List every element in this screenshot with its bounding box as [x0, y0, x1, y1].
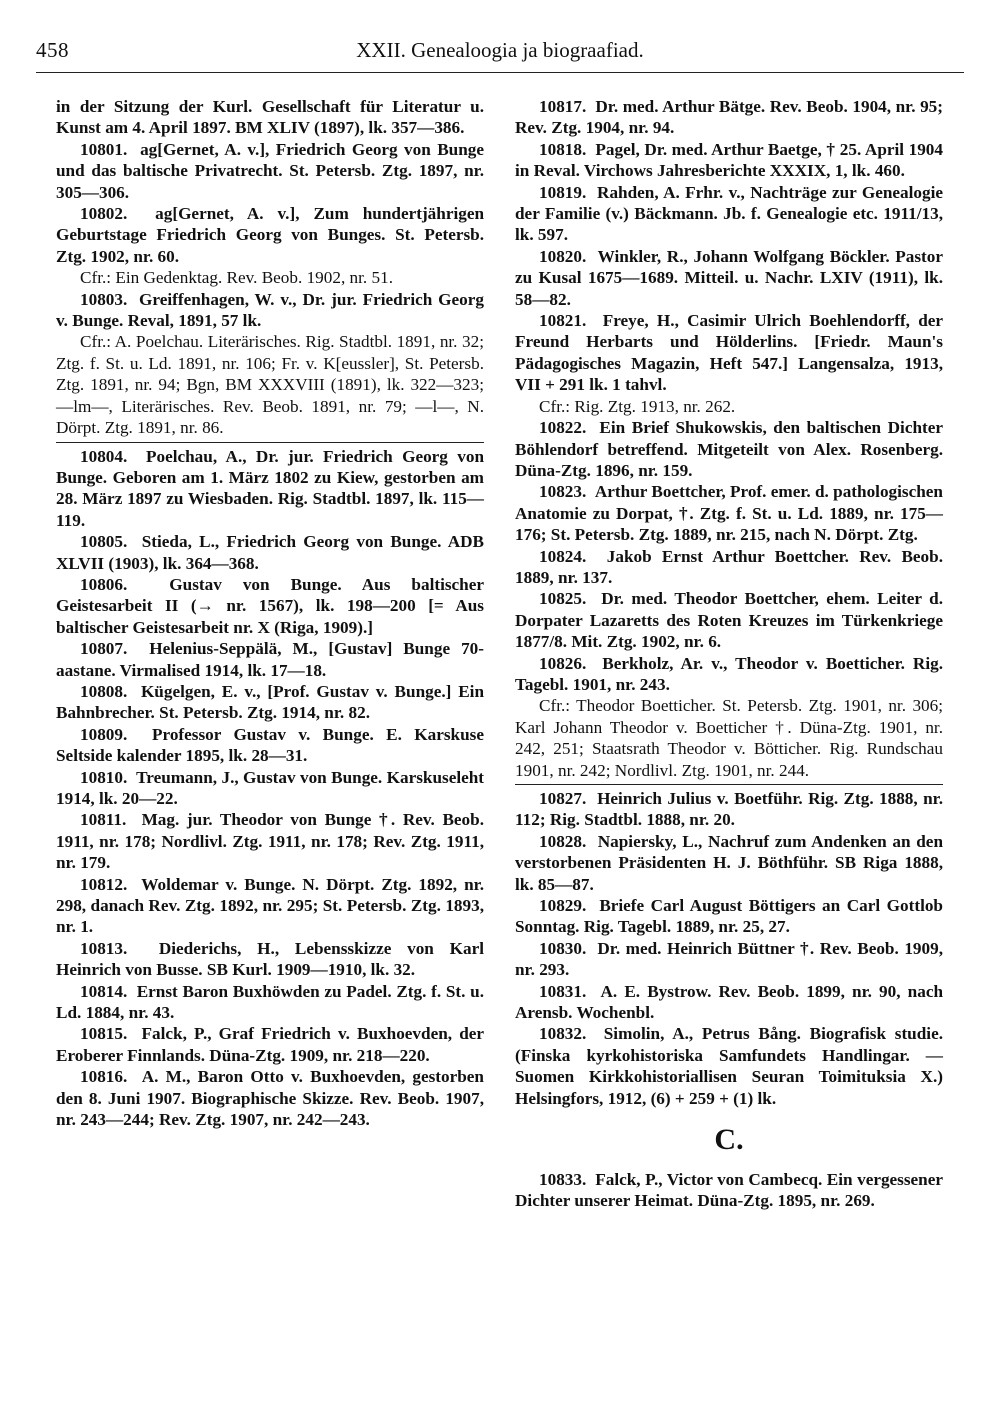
entry-number: 10819.: [539, 182, 587, 202]
bibliography-entry: [56, 874, 484, 938]
entry-text: Dr. med. Heinrich Büttner †. Rev. Beob. 1909, nr. 293.: [515, 938, 944, 980]
section-heading: C.: [714, 1123, 744, 1157]
entry-number: 10833.: [539, 1169, 587, 1189]
entry-text: Briefe Carl August Böttigers an Carl Gottlob Sonntag. Rig. Tagebl. 1889, nr. 25, 27.: [515, 896, 943, 937]
entry-text: Simolin, A., Petrus Bång. Biografisk studie. (Finska kyrkohistoriska Samfundets Handlingar. — Suomen Kirkkohistoriallisen Seuran Toimituksia X.) Helsingfors, 1912, (6) + 259 + (1) lk.: [515, 1024, 944, 1108]
entry-number: 10803.: [80, 289, 128, 309]
bibliography-entry: [56, 681, 484, 724]
entry-number: 10807.: [80, 639, 128, 659]
entry-number: 10809.: [80, 724, 128, 744]
entry-number: 10811.: [80, 810, 127, 830]
bibliography-entry: [515, 139, 943, 182]
bibliography-entry: [515, 653, 943, 696]
bibliography-entry: [515, 895, 943, 938]
entry-number: 10813.: [80, 938, 128, 958]
bibliography-entry: [515, 96, 943, 139]
entry-text: A. M., Baron Otto v. Buxhoevden, gestorben den 8. Juni 1907. Biographische Skizze. Rev. Beob. 1907, nr. 243—244; Rev. Ztg. 1907, nr. 242—243.: [56, 1067, 484, 1130]
bibliography-entry: [515, 1169, 943, 1212]
entry-text: Falck, P., Graf Friedrich v. Buxhoevden, der Eroberer Finnlands. Düna-Ztg. 1909, nr. 218—220.: [56, 1024, 485, 1065]
entry-number: 10808.: [80, 681, 128, 701]
entry-text: in der Sitzung der Kurl. Gesellschaft für Literatur u. Kunst am 4. April 1897. BM XLIV (1897), lk. 357—386.: [56, 97, 484, 138]
cross-reference: [56, 267, 484, 288]
bibliography-entry: [56, 981, 484, 1024]
cross-reference: [56, 331, 484, 438]
bibliography-entry: [56, 574, 484, 638]
bibliography-entry: [56, 767, 484, 810]
entry-number: 10830.: [539, 938, 587, 958]
entry-text: Freye, H., Casimir Ulrich Boehlendorff, der Freund Herbarts und Hölderlins. [Friedr. Maun's Pädagogisches Magazin, Heft 547.] Langensalza, 1913, VII + 291 lk. 1 tahvl.: [515, 311, 944, 395]
entry-text: Berkholz, Ar. v., Theodor v. Boetticher. Rig. Tagebl. 1901, nr. 243.: [515, 653, 943, 694]
entry-number: 10831.: [539, 981, 587, 1001]
entry-number: 10806.: [80, 574, 128, 594]
entry-number: 10818.: [539, 139, 587, 159]
cross-reference: [515, 396, 943, 417]
entry-text: Poelchau, A., Dr. jur. Friedrich Georg von Bunge. Geboren am 1. März 1802 zu Kiew, gestorben am 28. März 1897 zu Wiesbaden. Rig. Stadtbl. 1897, lk. 115—119.: [56, 446, 484, 530]
entry-text: Mag. jur. Theodor von Bunge †. Rev. Beob. 1911, nr. 178; Nordlivl. Ztg. 1911, nr. 178; Rev. Ztg. 1911, nr. 179.: [56, 810, 484, 873]
entry-text: ag[Gernet, A. v.], Zum hundertjährigen Geburtstage Friedrich Georg von Bunges. St. Petersb. Ztg. 1902, nr. 60.: [56, 204, 485, 266]
bibliography-entry: [56, 724, 484, 767]
bibliography-entry: [515, 1023, 943, 1109]
page-header: [36, 38, 964, 73]
entry-number: 10805.: [80, 532, 128, 552]
entry-text: Jakob Ernst Arthur Boettcher. Rev. Beob. 1889, nr. 137.: [515, 546, 943, 587]
entry-number: 10832.: [539, 1024, 587, 1044]
bibliography-entry: [56, 809, 484, 873]
bibliography-entry: [56, 1023, 484, 1066]
entry-text: Dr. med. Theodor Boettcher, ehem. Leiter d. Dorpater Lazaretts des Roten Kreuzes im Türkenkriege 1877/8. Mit. Ztg. 1902, nr. 6.: [515, 589, 944, 652]
right-column: [515, 96, 943, 1211]
entry-text: Rahden, A. Frhr. v., Nachträge zur Genealogie der Familie (v.) Bäckmann. Jb. f. Genealogie etc. 1911/13, lk. 597.: [515, 182, 944, 245]
cross-reference-text: Cfr.: Rig. Ztg. 1913, nr. 262.: [539, 396, 736, 416]
bibliography-entry: [515, 310, 943, 396]
entry-number: 10823.: [539, 482, 587, 502]
entry-text: Kügelgen, E. v., [Prof. Gustav v. Bunge.] Ein Bahnbrecher. St. Petersb. Ztg. 1914, nr. 82.: [56, 681, 485, 723]
entry-text: A. E. Bystrow. Rev. Beob. 1899, nr. 90, nach Arensb. Wochenbl.: [515, 981, 944, 1023]
bibliography-entry: [515, 588, 943, 652]
entry-text: Winkler, R., Johann Wolfgang Böckler. Pastor zu Kusal 1675—1689. Mitteil. u. Nachr. LXIV (1911), lk. 58—82.: [515, 246, 944, 309]
entry-number: 10829.: [539, 896, 587, 916]
entry-number: 10804.: [80, 446, 128, 466]
entry-number: 10814.: [80, 981, 128, 1001]
entry-number: 10827.: [539, 789, 587, 808]
entry-number: 10802.: [80, 204, 128, 224]
entry-number: 10815.: [80, 1024, 128, 1044]
entry-text: Falck, P., Victor von Cambecq. Ein vergessener Dichter unserer Heimat. Düna-Ztg. 1895, nr. 269.: [515, 1169, 943, 1210]
entry-text: Woldemar v. Bunge. N. Dörpt. Ztg. 1892, nr. 298, danach Rev. Ztg. 1892, nr. 295; St. Petersb. Ztg. 1893, nr. 1.: [56, 874, 485, 937]
bibliography-entry: [56, 289, 484, 332]
entry-text: Professor Gustav v. Bunge. E. Karskuse Seltside kalender 1895, lk. 28—31.: [56, 724, 484, 766]
bibliography-entry: [515, 788, 943, 831]
entry-number: 10820.: [539, 246, 587, 266]
bibliography-entry: [515, 546, 943, 589]
entry-text: Dr. med. Arthur Bätge. Rev. Beob. 1904, nr. 95; Rev. Ztg. 1904, nr. 94.: [515, 97, 943, 138]
entry-number: 10816.: [80, 1067, 128, 1087]
entry-number: 10821.: [539, 311, 587, 331]
entry-number: 10817.: [539, 97, 587, 116]
bibliography-entry: [515, 981, 943, 1024]
bibliography-entry: [56, 446, 484, 532]
entry-number: 10801.: [80, 139, 128, 159]
cross-reference-text: Cfr.: Theodor Boetticher. St. Petersb. Ztg. 1901, nr. 306; Karl Johann Theodor v. Boetticher †. Düna-Ztg. 1901, nr. 242, 251; Staatsrath Theodor v. Bötticher. Rig. Rundschau 1901, nr. 242; Nordlivl. Ztg. 1901, nr. 244.: [515, 696, 943, 780]
entry-text: Napiersky, L., Nachruf zum Andenken an den verstorbenen Präsidenten H. J. Böthführ. SB Riga 1888, lk. 85—87.: [515, 831, 943, 894]
bibliography-entry: [56, 203, 484, 267]
entry-text: Diederichs, H., Lebensskizze von Karl Heinrich von Busse. SB Kurl. 1909—1910, lk. 32.: [56, 938, 484, 980]
bibliography-entry: [56, 938, 484, 981]
bibliography-entry: [56, 96, 484, 139]
cross-reference-text: Cfr.: A. Poelchau. Literärisches. Rig. Stadtbl. 1891, nr. 32; Ztg. f. St. u. Ld. 1891, nr. 106; Fr. v. K[eussler], St. Petersb. Ztg. 1891, nr. 94; Bgn, BM XXXVIII (1891), lk. 322—323; —lm—, Literärisches. Rev. Beob. 1891, nr. 79; —l—, N. Dörpt. Ztg. 1891, nr. 86.: [56, 332, 484, 438]
running-title: XXII. Genealoogia ja biograafiad.: [356, 38, 644, 62]
left-column: [56, 96, 484, 1131]
cross-reference: [515, 695, 943, 781]
entry-text: ag[Gernet, A. v.], Friedrich Georg von Bunge und das baltische Privatrecht. St. Petersb. Ztg. 1897, nr. 305—306.: [56, 139, 485, 202]
bibliography-entry: [515, 938, 943, 981]
entry-number: 10825.: [539, 589, 587, 609]
bibliography-entry: [515, 831, 943, 895]
bibliography-entry: [56, 1066, 484, 1130]
entry-number: 10828.: [539, 831, 587, 851]
entry-number: 10826.: [539, 653, 587, 673]
entry-number: 10824.: [539, 546, 587, 566]
divider: [56, 442, 484, 443]
entry-text: Gustav von Bunge. Aus baltischer Geistesarbeit II (→ nr. 1567), lk. 198—200 [= Aus baltischer Geistesarbeit nr. X (Riga, 1909).]: [56, 574, 484, 637]
entry-number: 10812.: [80, 874, 128, 894]
bibliography-entry: [515, 481, 943, 545]
entry-text: Heinrich Julius v. Boetführ. Rig. Ztg. 1888, nr. 112; Rig. Stadtbl. 1888, nr. 20.: [515, 789, 943, 830]
cross-reference-text: Cfr.: Ein Gedenktag. Rev. Beob. 1902, nr. 51.: [80, 268, 393, 288]
entry-text: Pagel, Dr. med. Arthur Baetge, † 25. April 1904 in Reval. Virchows Jahresberichte XXXIX, 1, lk. 460.: [515, 139, 943, 181]
entry-text: Arthur Boettcher, Prof. emer. d. pathologischen Anatomie zu Dorpat, †. Ztg. f. St. u. Ld. 1889, nr. 175—176; St. Petersb. Ztg. 1889, nr. 215, nach N. Dörpt. Ztg.: [515, 482, 943, 545]
entry-text: Treumann, J., Gustav von Bunge. Karskuseleht 1914, lk. 20—22.: [56, 767, 485, 808]
entry-text: Stieda, L., Friedrich Georg von Bunge. ADB XLVII (1903), lk. 364—368.: [56, 532, 484, 573]
bibliography-entry: [515, 182, 943, 246]
entry-number: 10822.: [539, 418, 587, 438]
entry-text: Greiffenhagen, W. v., Dr. jur. Friedrich Georg v. Bunge. Reval, 1891, 57 lk.: [56, 289, 484, 331]
bibliography-entry: [515, 246, 943, 310]
bibliography-entry: [56, 139, 484, 203]
entry-text: Ein Brief Shukowskis, den baltischen Dichter Böhlendorf betreffend. Mitgeteilt von Alex. Rosenberg. Düna-Ztg. 1896, nr. 159.: [515, 418, 943, 480]
bibliography-entry: [56, 531, 484, 574]
entry-text: Ernst Baron Buxhöwden zu Padel. Ztg. f. St. u. Ld. 1884, nr. 43.: [56, 981, 485, 1023]
entry-number: 10810.: [80, 767, 128, 787]
bibliography-entry: [56, 638, 484, 681]
entry-text: Helenius-Seppälä, M., [Gustav] Bunge 70-aastane. Virmalised 1914, lk. 17—18.: [56, 639, 484, 680]
divider: [515, 784, 943, 785]
page-number: 458: [36, 38, 69, 62]
bibliography-entry: [515, 417, 943, 481]
